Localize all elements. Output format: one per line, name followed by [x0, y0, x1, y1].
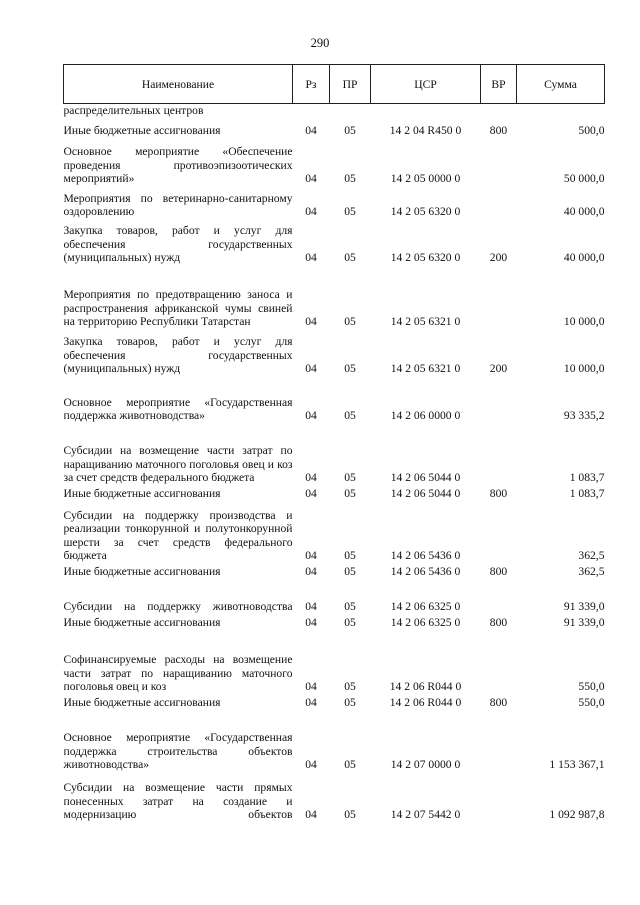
row-pr: 05 — [344, 471, 356, 484]
row-rz: 04 — [305, 808, 317, 821]
row-name: Субсидии на поддержку производства и реализации тонкорунной и полутонкорунной шерсти за счет средств федерального бюджета — [63, 508, 293, 562]
row-name: Иные бюджетные ассигнования — [63, 487, 221, 500]
row-name: Основное мероприятие «Обеспечение проведения противоэпизоотических мероприятий» — [63, 145, 293, 185]
row-sum: 550,0 — [578, 696, 605, 709]
row-csr: 14 2 06 R044 0 — [389, 680, 462, 693]
row-vr — [481, 265, 517, 329]
row-rz: 04 — [305, 251, 317, 264]
table-row — [64, 219, 605, 265]
row-vr: 800 — [489, 487, 508, 500]
row-csr: 14 2 05 0000 0 — [390, 172, 461, 185]
row-csr: 14 2 06 0000 0 — [390, 409, 461, 422]
row-sum: 10 000,0 — [563, 315, 605, 328]
row-sum: 362,5 — [578, 565, 605, 578]
row-sum: 10 000,0 — [563, 362, 605, 375]
row-csr: 14 2 06 5044 0 — [390, 471, 461, 484]
row-pr: 05 — [344, 362, 356, 375]
row-name: Иные бюджетные ассигнования — [63, 565, 221, 578]
table-row — [64, 614, 605, 630]
row-pr: 05 — [344, 205, 356, 218]
row-rz: 04 — [305, 205, 317, 218]
row-vr — [481, 138, 517, 186]
row-vr — [481, 104, 517, 118]
row-csr: 14 2 05 6320 0 — [390, 205, 461, 218]
row-name: Софинансируемые расходы на возмещение части затрат по наращиванию маточного поголовья овец и коз — [63, 653, 293, 693]
row-name: Субсидии на возмещение части затрат по наращиванию маточного поголовья овец и коз за счет средств федерального бюджета — [63, 444, 293, 484]
row-vr — [481, 186, 517, 219]
table-row — [64, 186, 605, 219]
header-csr: ЦСР — [371, 65, 481, 104]
row-rz: 04 — [305, 565, 317, 578]
table-row — [64, 138, 605, 186]
row-vr — [481, 579, 517, 614]
row-pr: 05 — [344, 549, 356, 562]
row-vr: 800 — [489, 124, 508, 137]
row-rz: 04 — [305, 696, 317, 709]
row-sum: 50 000,0 — [563, 172, 605, 185]
row-pr: 05 — [344, 696, 356, 709]
row-vr — [481, 423, 517, 485]
row-rz: 04 — [305, 758, 317, 771]
row-name: Субсидии на поддержку животноводства — [63, 600, 293, 613]
row-csr: 14 2 05 6321 0 — [390, 315, 461, 328]
table-row — [64, 376, 605, 423]
row-sum: 91 339,0 — [563, 600, 605, 613]
row-vr: 200 — [489, 362, 508, 375]
header-name: Наименование — [64, 65, 293, 104]
row-csr — [371, 104, 481, 118]
row-csr: 14 2 07 5442 0 — [390, 808, 461, 821]
row-csr: 14 2 04 R450 0 — [389, 124, 462, 137]
row-sum: 91 339,0 — [563, 616, 605, 629]
row-pr: 05 — [344, 315, 356, 328]
row-name: Мероприятия по ветеринарно-санитарному оздоровлению — [63, 191, 293, 218]
row-rz: 04 — [305, 172, 317, 185]
row-pr: 05 — [344, 124, 356, 137]
row-pr — [330, 104, 371, 118]
row-sum: 550,0 — [578, 680, 605, 693]
row-name: Иные бюджетные ассигнования — [63, 696, 221, 709]
table-row — [64, 563, 605, 579]
row-pr: 05 — [344, 600, 356, 613]
table-row — [64, 485, 605, 501]
row-vr — [481, 630, 517, 694]
row-rz: 04 — [305, 315, 317, 328]
row-name: Иные бюджетные ассигнования — [63, 616, 221, 629]
row-rz: 04 — [305, 409, 317, 422]
row-pr: 05 — [344, 758, 356, 771]
row-sum: 1 092 987,8 — [549, 808, 605, 821]
header-vr: ВР — [481, 65, 517, 104]
row-csr: 14 2 06 6325 0 — [390, 600, 461, 613]
row-name: Закупка товаров, работ и услуг для обеспечения государственных (муниципальных) нужд — [63, 335, 293, 375]
table-row — [64, 118, 605, 138]
table-row — [64, 710, 605, 772]
row-name: Основное мероприятие «Государственная поддержка животноводства» — [63, 395, 293, 422]
row-rz: 04 — [305, 124, 317, 137]
row-rz: 04 — [305, 600, 317, 613]
header-sum: Сумма — [517, 65, 605, 104]
table-row — [64, 579, 605, 614]
table-row — [64, 423, 605, 485]
row-vr — [481, 772, 517, 822]
row-csr: 14 2 05 6321 0 — [390, 362, 461, 375]
row-rz: 04 — [305, 549, 317, 562]
row-rz: 04 — [305, 616, 317, 629]
row-pr: 05 — [344, 808, 356, 821]
row-rz: 04 — [305, 487, 317, 500]
page-number: 290 — [310, 36, 330, 50]
table-row — [64, 694, 605, 710]
table-row — [64, 501, 605, 563]
row-rz: 04 — [305, 680, 317, 693]
row-name: Иные бюджетные ассигнования — [63, 124, 221, 137]
row-vr: 800 — [489, 696, 508, 709]
row-rz — [293, 104, 330, 118]
row-sum: 40 000,0 — [563, 205, 605, 218]
row-vr: 200 — [489, 251, 508, 264]
row-sum: 40 000,0 — [563, 251, 605, 264]
table-row — [64, 104, 605, 118]
table-header-row — [64, 65, 605, 104]
row-csr: 14 2 06 5044 0 — [390, 487, 461, 500]
row-csr: 14 2 07 0000 0 — [390, 758, 461, 771]
row-pr: 05 — [344, 251, 356, 264]
table-row — [64, 329, 605, 376]
row-pr: 05 — [344, 172, 356, 185]
row-name: Мероприятия по предотвращению заноса и распространения африканской чумы свиней на территорию Республики Татарстан — [63, 288, 293, 328]
row-pr: 05 — [344, 409, 356, 422]
row-csr: 14 2 05 6320 0 — [390, 251, 461, 264]
row-vr — [481, 501, 517, 563]
header-rz: Рз — [293, 65, 330, 104]
row-sum: 1 083,7 — [569, 471, 605, 484]
row-pr: 05 — [344, 487, 356, 500]
table-row — [64, 630, 605, 694]
row-rz: 04 — [305, 471, 317, 484]
row-sum: 362,5 — [578, 549, 605, 562]
row-sum: 93 335,2 — [563, 409, 605, 422]
row-name: распределительных центров — [63, 104, 204, 117]
header-pr: ПР — [330, 65, 371, 104]
row-sum — [517, 104, 605, 118]
row-pr: 05 — [344, 565, 356, 578]
budget-table — [63, 64, 605, 822]
row-vr: 800 — [489, 616, 508, 629]
row-sum: 500,0 — [578, 124, 605, 137]
row-sum: 1 083,7 — [569, 487, 605, 500]
row-pr: 05 — [344, 680, 356, 693]
row-vr: 800 — [489, 565, 508, 578]
row-pr: 05 — [344, 616, 356, 629]
row-vr — [481, 376, 517, 423]
row-name: Основное мероприятие «Государственная поддержка строительства объектов животноводства» — [63, 731, 293, 771]
row-sum: 1 153 367,1 — [549, 758, 605, 771]
row-name: Закупка товаров, работ и услуг для обеспечения государственных (муниципальных) нужд — [63, 224, 293, 264]
row-name: Субсидии на возмещение части прямых понесенных затрат на создание и модернизацию объектов — [63, 781, 293, 821]
row-csr: 14 2 06 6325 0 — [390, 616, 461, 629]
row-csr: 14 2 06 5436 0 — [390, 549, 461, 562]
table-row — [64, 265, 605, 329]
table-row — [64, 772, 605, 822]
row-csr: 14 2 06 5436 0 — [390, 565, 461, 578]
row-vr — [481, 710, 517, 772]
row-csr: 14 2 06 R044 0 — [389, 696, 462, 709]
row-rz: 04 — [305, 362, 317, 375]
